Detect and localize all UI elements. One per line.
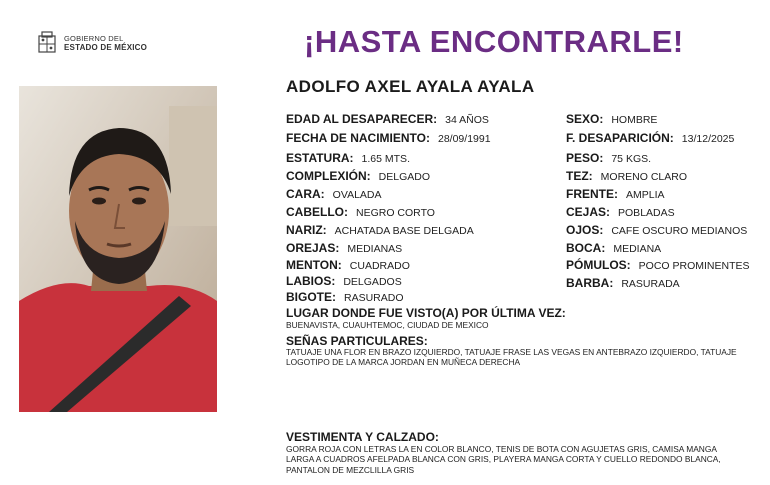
field-label: LABIOS: <box>286 274 336 288</box>
field-label: PESO: <box>566 151 604 165</box>
state-government-logo <box>36 30 147 56</box>
field-value: 75 KGS. <box>611 153 652 165</box>
headline: ¡HASTA ENCONTRARLE! <box>304 24 684 59</box>
field-value: 13/12/2025 <box>681 133 735 145</box>
field-eyebrows <box>566 205 675 219</box>
field-value: CUADRADO <box>349 260 410 272</box>
field-value: MORENO CLARO <box>600 171 688 183</box>
field-label: COMPLEXIÓN: <box>286 169 371 183</box>
field-chin <box>286 258 410 272</box>
field-label: OJOS: <box>566 223 604 237</box>
field-label: BIGOTE: <box>286 290 336 304</box>
field-complexion <box>566 169 687 183</box>
field-label: ESTATURA: <box>286 151 354 165</box>
field-value: ACHATADA BASE DELGADA <box>334 225 474 237</box>
field-value: POCO PROMINENTES <box>638 260 750 272</box>
field-value: DELGADOS <box>343 276 402 288</box>
field-mustache <box>286 290 404 304</box>
field-forehead <box>566 187 665 201</box>
field-value: POBLADAS <box>618 207 675 219</box>
field-birth-date <box>286 131 491 145</box>
field-nose <box>286 223 474 237</box>
field-disappearance-date <box>566 131 734 145</box>
field-value: 1.65 MTS. <box>361 153 410 165</box>
field-value: CAFE OSCURO MEDIANOS <box>611 225 748 237</box>
field-eyes <box>566 223 747 237</box>
field-label: OREJAS: <box>286 241 340 255</box>
field-value: MEDIANA <box>613 243 662 255</box>
field-label: PÓMULOS: <box>566 258 631 272</box>
field-cheekbones <box>566 258 750 272</box>
field-weight <box>566 151 651 165</box>
field-label: EDAD AL DESAPARECER: <box>286 112 438 126</box>
field-label: FRENTE: <box>566 187 618 201</box>
field-label: CEJAS: <box>566 205 611 219</box>
field-value: RASURADO <box>344 292 404 304</box>
field-label: NARIZ: <box>286 223 327 237</box>
particular-marks-value: TATUAJE UNA FLOR EN BRAZO IZQUIERDO, TATUAJE FRASE LAS VEGAS EN ANTEBRAZO IZQUIERDO, TATUAJE LOGOTIPO DE LA MARCA JORDAN EN MUÑECA DERECHA <box>286 347 737 368</box>
field-label: BARBA: <box>566 276 614 290</box>
logo-line-1: GOBIERNO DEL <box>64 34 124 43</box>
field-label: CARA: <box>286 187 325 201</box>
last-seen-value: BUENAVISTA, CUAUHTEMOC, CIUDAD DE MEXICO <box>286 320 489 330</box>
particular-marks-label: SEÑAS PARTICULARES: <box>286 334 428 348</box>
field-ears <box>286 241 402 255</box>
clothing-value: GORRA ROJA CON LETRAS LA EN COLOR BLANCO, TENIS DE BOTA CON AGUJETAS GRIS, CAMISA MANGA LARGA A CUADROS AFELPADA BLANCA CON GRIS, PLAYERA MANGA CORTA Y CUELLO REDONDO BLANCA, PANTALON DE MEZCLILLA GRIS <box>286 444 721 475</box>
field-height <box>286 151 410 165</box>
field-value: MEDIANAS <box>347 243 403 255</box>
field-beard <box>566 276 680 290</box>
field-build <box>286 169 430 183</box>
field-label: F. DESAPARICIÓN: <box>566 131 674 145</box>
field-label: SEXO: <box>566 112 604 126</box>
field-value: NEGRO CORTO <box>356 207 435 219</box>
field-value: HOMBRE <box>611 114 658 126</box>
field-mouth <box>566 241 661 255</box>
person-photo <box>19 86 217 412</box>
clothing-label: VESTIMENTA Y CALZADO: <box>286 430 439 444</box>
field-label: CABELLO: <box>286 205 348 219</box>
field-value: 28/09/1991 <box>438 133 491 145</box>
last-seen-label: LUGAR DONDE FUE VISTO(A) POR ÚLTIMA VEZ: <box>286 306 566 320</box>
field-label: MENTON: <box>286 258 342 272</box>
field-sex <box>566 112 657 126</box>
field-label: FECHA DE NACIMIENTO: <box>286 131 430 145</box>
field-label: BOCA: <box>566 241 606 255</box>
field-age <box>286 112 489 126</box>
field-face <box>286 187 382 201</box>
field-value: DELGADO <box>378 171 431 183</box>
logo-line-2: ESTADO DE MÉXICO <box>64 43 148 52</box>
coat-of-arms-icon <box>36 30 58 56</box>
field-label: TEZ: <box>566 169 593 183</box>
field-value: AMPLIA <box>626 189 665 201</box>
field-value: OVALADA <box>332 189 382 201</box>
field-value: 34 AÑOS <box>445 114 489 126</box>
field-lips <box>286 274 402 288</box>
field-value: RASURADA <box>621 278 680 290</box>
field-hair <box>286 205 435 219</box>
person-name: ADOLFO AXEL AYALA AYALA <box>286 77 535 96</box>
